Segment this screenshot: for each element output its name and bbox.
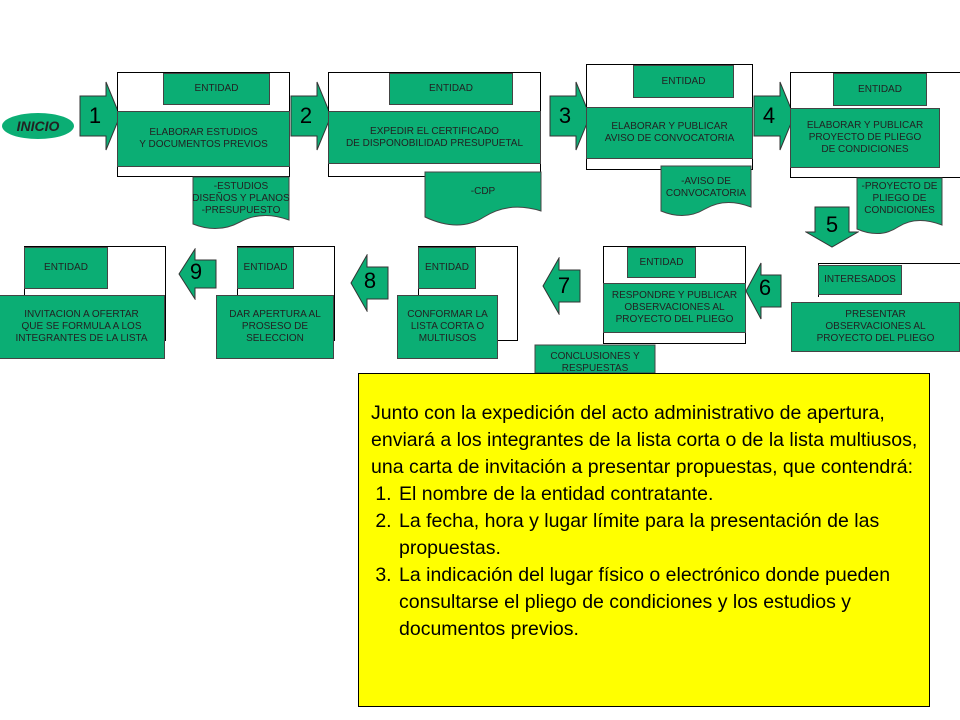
step-2-entity: ENTIDAD xyxy=(389,73,513,105)
note-item: 1. El nombre de la entidad contratante. xyxy=(397,481,919,508)
step-4-entity: ENTIDAD xyxy=(833,73,927,106)
step-9-action: INVITACION A OFERTAR QUE SE FORMULA A LOS INTEGRANTES DE LA LISTA xyxy=(0,295,165,359)
step-8-action: DAR APERTURA AL PROSESO DE SELECCION xyxy=(216,295,334,359)
step-1-output: -ESTUDIOS DISEÑOS Y PLANOS -PRESUPUESTO xyxy=(192,181,290,216)
step-7-number: 7 xyxy=(557,273,571,298)
start-node xyxy=(2,113,74,139)
step-8-number: 8 xyxy=(363,268,377,293)
step-7-action: CONFORMAR LA LISTA CORTA O MULTIUSOS xyxy=(397,295,498,359)
step-5-action: PRESENTAR OBSERVACIONES AL PROYECTO DEL PLIEGO xyxy=(791,302,960,352)
step-1-entity: ENTIDAD xyxy=(163,73,270,105)
step-6-number: 6 xyxy=(758,275,772,300)
step-3-number: 3 xyxy=(558,103,572,128)
step-2-action: EXPEDIR EL CERTIFICADO DE DISPONOBILIDAD PRESUPUETAL xyxy=(328,111,541,164)
step-8-entity: ENTIDAD xyxy=(237,247,294,289)
step-9-entity: ENTIDAD xyxy=(24,247,108,289)
note-list xyxy=(371,481,919,643)
step-2-output-shape xyxy=(424,171,542,227)
step-7-entity: ENTIDAD xyxy=(418,247,476,289)
step-6-entity: ENTIDAD xyxy=(627,247,696,278)
note-item: 3. La indicación del lugar físico o electrónico donde pueden consultarse el pliego de condiciones y los estudios y documentos previos. xyxy=(397,562,919,643)
step-6-output: CONCLUSIONES Y RESPUESTAS xyxy=(550,351,640,372)
step-1-number: 1 xyxy=(88,103,102,128)
start-label: INICIO xyxy=(16,118,60,134)
step-6-action: RESPONDRE Y PUBLICAR OBSERVACIONES AL PROYECTO DEL PLIEGO xyxy=(603,283,746,333)
step-9-number: 9 xyxy=(189,259,203,284)
step-3-entity: ENTIDAD xyxy=(633,65,734,98)
note-item: 2. La fecha, hora y lugar límite para la presentación de las propuestas. xyxy=(397,508,919,562)
step-4-output: -PROYECTO DE PLIEGO DE CONDICIONES xyxy=(861,181,938,216)
note-intro: Junto con la expedición del acto administrativo de apertura, enviará a los integrantes de la lista corta o de la lista multiusos, una carta de invitación a presentar propuestas, que contendrá: xyxy=(371,402,918,478)
info-note xyxy=(358,373,930,707)
step-2-output: -CDP xyxy=(470,186,496,197)
step-2-number: 2 xyxy=(299,103,313,128)
step-5-entity: INTERESADOS xyxy=(818,265,902,295)
step-4-number: 4 xyxy=(762,103,776,128)
step-3-output: -AVISO DE CONVOCATORIA xyxy=(665,176,747,199)
step-3-action: ELABORAR Y PUBLICAR AVISO DE CONVOCATORIA xyxy=(586,107,753,159)
step-4-action: ELABORAR Y PUBLICAR PROYECTO DE PLIEGO DE CONDICIONES xyxy=(790,108,940,168)
step-1-action: ELABORAR ESTUDIOS Y DOCUMENTOS PREVIOS xyxy=(117,111,290,167)
step-5-number: 5 xyxy=(825,212,839,237)
